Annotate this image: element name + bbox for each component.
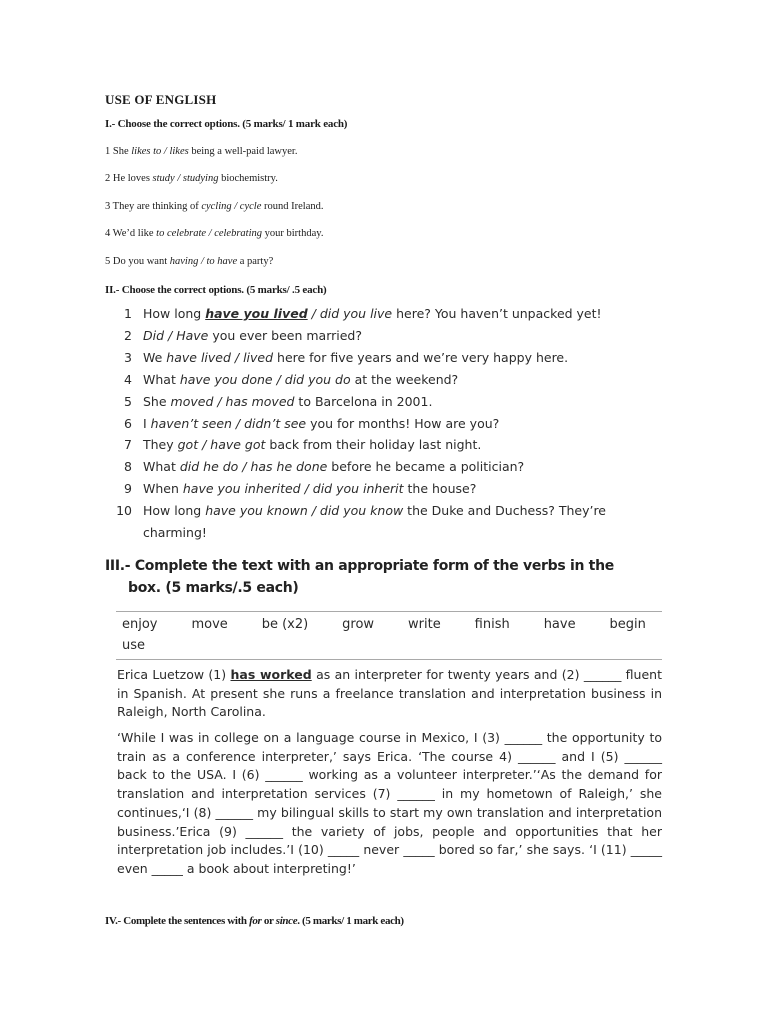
section2-heading: II.- Choose the correct options. (5 marks/ .5 each): [105, 284, 327, 296]
verb-word: be (x2): [261, 617, 309, 632]
item-text: What did he do / has he done before he became a politician?: [143, 459, 525, 475]
item-text: What have you done / did you do at the weekend?: [143, 371, 459, 387]
doc-title: USE OF ENGLISH: [105, 92, 217, 107]
verb-word: grow: [342, 617, 375, 632]
section1-item-4: 4 We’d like to celebrate / celebrating your birthday.: [105, 228, 324, 239]
section2-item: [105, 456, 665, 478]
section3-heading-line1: III.- Complete the text with an appropriate form of the verbs in the: [105, 558, 614, 574]
section1-item-5: 5 Do you want having / to have a party?: [105, 256, 274, 267]
section2-list: [105, 303, 665, 544]
section1-item-3: 3 They are thinking of cycling / cycle round Ireland.: [105, 201, 324, 212]
item-text: She moved / has moved to Barcelona in 2001.: [143, 393, 433, 409]
item-text: When have you inherited / did you inherit the house?: [143, 481, 477, 497]
item-number: 2: [124, 327, 132, 343]
item-text: Did / Have you ever been married?: [143, 327, 362, 343]
item-number: 9: [124, 481, 132, 497]
verb-word: finish: [474, 617, 510, 632]
section2-item: [105, 413, 665, 435]
section2-item: [105, 303, 665, 325]
item-number: 1: [124, 306, 132, 321]
section2-item: [105, 369, 665, 391]
section4-heading: IV.- Complete the sentences with for or since. (5 marks/ 1 mark each): [105, 915, 404, 927]
item-number: 3: [124, 349, 132, 365]
item-number: 8: [124, 459, 132, 475]
verb-word: have: [543, 617, 576, 632]
item-text: How long have you known / did you know the Duke and Duchess? They’re charming!: [143, 503, 606, 541]
item-number: 7: [124, 437, 132, 453]
item-text: How long have you lived / did you live here? You haven’t unpacked yet!: [143, 306, 602, 321]
item-number: 10: [116, 503, 132, 519]
section1-item-2: 2 He loves study / studying biochemistry.: [105, 173, 278, 184]
section1-item-1: 1 She likes to / likes being a well-paid lawyer.: [105, 146, 298, 157]
section2-item: [105, 391, 665, 413]
item-text: We have lived / lived here for five years and we’re very happy here.: [143, 349, 569, 365]
section2-item: [105, 347, 665, 369]
verb-box-row-1: [122, 614, 662, 635]
verb-word: move: [191, 617, 228, 632]
verb-word: use: [122, 638, 146, 653]
verb-word: write: [408, 617, 441, 632]
section2-item: [105, 500, 665, 544]
gap-fill-paragraph-1: Erica Luetzow (1) has worked as an interpreter for twenty years and (2) ______ fluent in Spanish. At present she runs a freelance translation and interpretation business in Raleigh, North Carolina.: [117, 667, 662, 720]
item-number: 6: [124, 415, 132, 431]
section3-heading-line2: box. (5 marks/.5 each): [128, 580, 299, 596]
verb-word: enjoy: [122, 617, 158, 632]
item-number: 4: [124, 371, 132, 387]
item-text: They got / have got back from their holiday last night.: [143, 437, 482, 453]
verb-word: begin: [609, 617, 646, 632]
section1-heading: I.- Choose the correct options. (5 marks/ 1 mark each): [105, 118, 348, 130]
section2-item: [105, 434, 665, 456]
section3-heading: [105, 555, 614, 599]
verb-box-row-2: [122, 635, 662, 656]
item-text: I haven’t seen / didn’t see you for months! How are you?: [143, 415, 500, 431]
verb-box: [116, 611, 662, 660]
section2-item: [105, 325, 665, 347]
gap-fill-paragraph-2: ‘While I was in college on a language course in Mexico, I (3) ______ the opportunity to train as a conference interpreter,’ says Erica. ‘The course 4) ______ and I (5) ______ back to the USA. I (6) ______ working as a volunteer interpreter.’‘As the demand for translation and interpretation services (7) ______ in my hometown of Raleigh,’ she continues,‘I (8) ______ my bilingual skills to start my own translation and interpretation business.’Erica (9) ______ the variety of jobs, people and opportunities that her interpretation job includes.’I (10) _____ never _____ bored so far,’ she says. ‘I (11) _____ even _____ a book about interpreting!’: [117, 730, 662, 876]
section2-item: [105, 478, 665, 500]
item-number: 5: [124, 393, 132, 409]
